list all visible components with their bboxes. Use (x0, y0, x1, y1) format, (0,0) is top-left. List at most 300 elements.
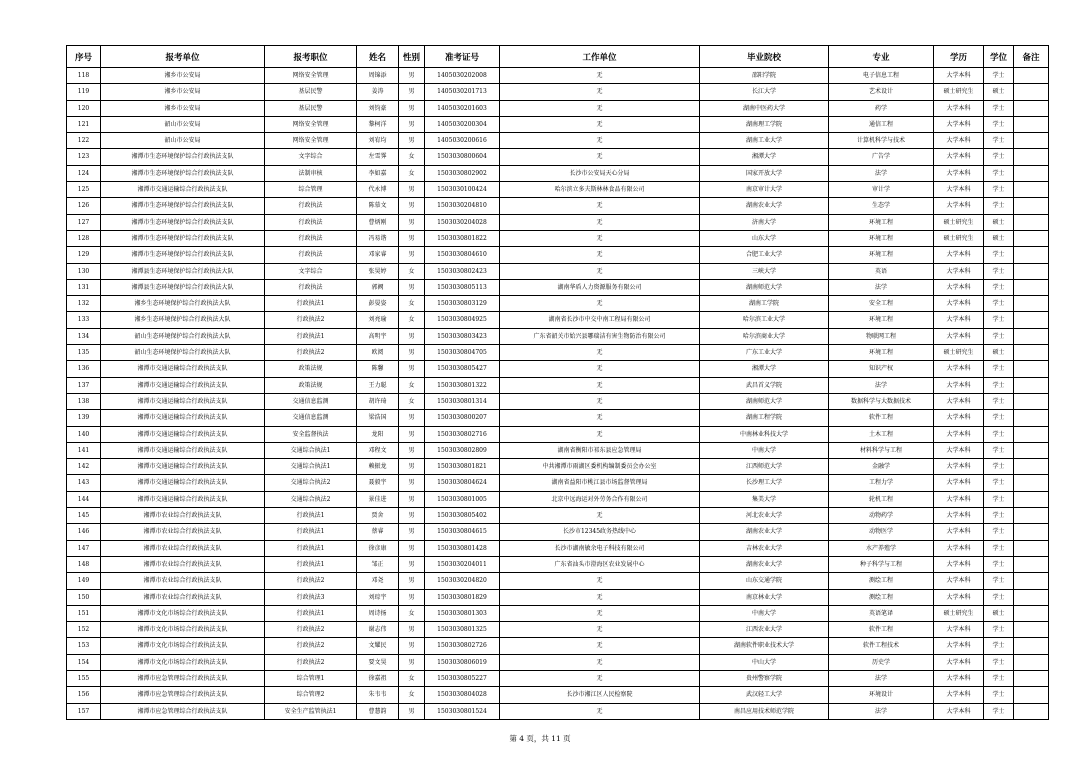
major-cell: 物联网工程 (829, 328, 934, 344)
education-cell: 大学本科 (934, 442, 984, 458)
position-cell: 行政执法1 (265, 524, 357, 540)
ticket-cell: 1503030802423 (425, 263, 500, 279)
degree-cell: 硕士 (984, 214, 1014, 230)
table-row (67, 182, 1049, 198)
school-cell: 邵阳学院 (700, 68, 829, 84)
position-cell: 行政执法 (265, 279, 357, 295)
unit-cell: 湘潭市文化市场综合行政执法支队 (101, 605, 265, 621)
ticket-cell: 1503030802716 (425, 426, 500, 442)
seq-cell: 135 (67, 345, 101, 361)
education-cell: 大学本科 (934, 68, 984, 84)
degree-cell: 学士 (984, 263, 1014, 279)
employer-cell: 无 (500, 230, 700, 246)
gender-cell: 男 (399, 442, 425, 458)
employer-cell: 湖南省衡阳市祁东县应急管理局 (500, 442, 700, 458)
remarks-cell (1014, 279, 1049, 295)
school-cell: 江西农业大学 (700, 622, 829, 638)
table-row (67, 165, 1049, 181)
name-cell: 曹炳刚 (357, 214, 399, 230)
position-cell: 行政执法 (265, 230, 357, 246)
seq-cell: 121 (67, 116, 101, 132)
major-cell: 法学 (829, 377, 934, 393)
gender-cell: 男 (399, 589, 425, 605)
school-cell: 湖南工业大学 (700, 133, 829, 149)
remarks-cell (1014, 589, 1049, 605)
remarks-cell (1014, 182, 1049, 198)
name-cell: 邓家睿 (357, 247, 399, 263)
position-cell: 网络安全管理 (265, 133, 357, 149)
major-cell: 法学 (829, 279, 934, 295)
education-cell: 大学本科 (934, 296, 984, 312)
position-cell: 基层民警 (265, 100, 357, 116)
table-row (67, 670, 1049, 686)
employer-cell: 湖南省长沙市中交中南工程局有限公司 (500, 312, 700, 328)
remarks-cell (1014, 296, 1049, 312)
degree-cell: 学士 (984, 133, 1014, 149)
employer-cell: 湖南华盾人力资源服务有限公司 (500, 279, 700, 295)
remarks-cell (1014, 556, 1049, 572)
education-cell: 大学本科 (934, 361, 984, 377)
position-cell: 交通信息监测 (265, 393, 357, 409)
employer-cell: 无 (500, 605, 700, 621)
education-cell: 大学本科 (934, 279, 984, 295)
employer-cell: 无 (500, 638, 700, 654)
degree-cell: 学士 (984, 459, 1014, 475)
major-cell: 英语 (829, 263, 934, 279)
school-cell: 长江大学 (700, 84, 829, 100)
seq-cell: 140 (67, 426, 101, 442)
gender-cell: 男 (399, 68, 425, 84)
table-row (67, 377, 1049, 393)
position-cell: 行政执法 (265, 247, 357, 263)
major-cell: 软件工程 (829, 622, 934, 638)
seq-cell: 155 (67, 670, 101, 686)
remarks-cell (1014, 638, 1049, 654)
name-cell: 王力聪 (357, 377, 399, 393)
name-cell: 蔡睿 (357, 524, 399, 540)
name-cell: 张昊婷 (357, 263, 399, 279)
unit-cell: 湘潭市生态环境保护综合行政执法支队 (101, 247, 265, 263)
ticket-cell: 1405030200304 (425, 116, 500, 132)
table-body (67, 68, 1049, 720)
education-cell: 大学本科 (934, 589, 984, 605)
unit-cell: 韶山生态环境保护综合行政执法大队 (101, 345, 265, 361)
ticket-cell: 1503030801829 (425, 589, 500, 605)
position-cell: 安全监督执法 (265, 426, 357, 442)
education-cell: 大学本科 (934, 703, 984, 719)
unit-cell: 湘潭市交通运输综合行政执法支队 (101, 459, 265, 475)
position-cell: 交通综合执法1 (265, 442, 357, 458)
gender-cell: 男 (399, 556, 425, 572)
gender-cell: 男 (399, 116, 425, 132)
remarks-cell (1014, 393, 1049, 409)
position-cell: 综合管理 (265, 182, 357, 198)
ticket-cell: 1503030804624 (425, 475, 500, 491)
position-cell: 行政执法2 (265, 654, 357, 670)
unit-cell: 湘潭县生态环境保护综合行政执法大队 (101, 279, 265, 295)
seq-cell: 144 (67, 491, 101, 507)
school-cell: 湖南农业大学 (700, 524, 829, 540)
name-cell: 郭阙 (357, 279, 399, 295)
seq-cell: 129 (67, 247, 101, 263)
seq-cell: 151 (67, 605, 101, 621)
position-cell: 行政执法1 (265, 556, 357, 572)
ticket-cell: 1503030803129 (425, 296, 500, 312)
remarks-cell (1014, 345, 1049, 361)
employer-cell: 无 (500, 670, 700, 686)
table-row (67, 84, 1049, 100)
name-cell: 谢志伟 (357, 622, 399, 638)
employer-cell: 无 (500, 393, 700, 409)
employer-cell: 无 (500, 214, 700, 230)
employer-cell: 无 (500, 296, 700, 312)
school-cell: 湘潭大学 (700, 149, 829, 165)
gender-cell: 男 (399, 133, 425, 149)
school-cell: 合肥工业大学 (700, 247, 829, 263)
employer-cell: 无 (500, 247, 700, 263)
school-cell: 山东交通学院 (700, 573, 829, 589)
major-cell: 环境工程 (829, 312, 934, 328)
school-cell: 湖南师范大学 (700, 279, 829, 295)
major-cell: 环境工程 (829, 214, 934, 230)
education-cell: 硕士研究生 (934, 230, 984, 246)
unit-cell: 湘潭市交通运输综合行政执法支队 (101, 475, 265, 491)
education-cell: 大学本科 (934, 670, 984, 686)
name-header: 姓名 (357, 46, 399, 68)
unit-cell: 湘乡生态环境保护综合行政执法大队 (101, 296, 265, 312)
employer-cell: 广东省汕头市澄海区农业发展中心 (500, 556, 700, 572)
seq-cell: 139 (67, 410, 101, 426)
employer-cell: 中共湘潭市雨湖区委机构编制委员会办公室 (500, 459, 700, 475)
table-row (67, 198, 1049, 214)
unit-cell: 湘乡市公安局 (101, 84, 265, 100)
major-cell: 金融学 (829, 459, 934, 475)
degree-cell: 学士 (984, 312, 1014, 328)
education-cell: 大学本科 (934, 247, 984, 263)
employer-cell: 无 (500, 589, 700, 605)
name-cell: 周诗扬 (357, 605, 399, 621)
ticket-cell: 1503030801821 (425, 459, 500, 475)
gender-cell: 男 (399, 622, 425, 638)
degree-cell: 学士 (984, 279, 1014, 295)
education-cell: 硕士研究生 (934, 605, 984, 621)
name-cell: 周锦添 (357, 68, 399, 84)
school-cell: 中山大学 (700, 654, 829, 670)
education-cell: 大学本科 (934, 687, 984, 703)
degree-cell: 学士 (984, 540, 1014, 556)
school-cell: 集美大学 (700, 491, 829, 507)
gender-cell: 男 (399, 247, 425, 263)
major-cell: 动物医学 (829, 524, 934, 540)
ticket-cell: 1503030204810 (425, 198, 500, 214)
table-row (67, 116, 1049, 132)
unit-cell: 湘潭市农业综合行政执法支队 (101, 508, 265, 524)
position-cell: 网络安全管理 (265, 116, 357, 132)
seq-cell: 146 (67, 524, 101, 540)
degree-cell: 学士 (984, 703, 1014, 719)
ticket-cell: 1503030801322 (425, 377, 500, 393)
degree-cell: 学士 (984, 589, 1014, 605)
education-cell: 大学本科 (934, 312, 984, 328)
gender-cell: 女 (399, 393, 425, 409)
seq-cell: 136 (67, 361, 101, 377)
table-row (67, 687, 1049, 703)
gender-cell: 女 (399, 687, 425, 703)
education-cell: 大学本科 (934, 459, 984, 475)
major-cell: 材料科学与工程 (829, 442, 934, 458)
gender-cell: 男 (399, 638, 425, 654)
education-cell: 大学本科 (934, 263, 984, 279)
employer-cell: 无 (500, 198, 700, 214)
degree-cell: 学士 (984, 410, 1014, 426)
remarks-cell (1014, 312, 1049, 328)
unit-cell: 韶山市公安局 (101, 116, 265, 132)
table-row (67, 638, 1049, 654)
education-cell: 大学本科 (934, 524, 984, 540)
seq-cell: 156 (67, 687, 101, 703)
seq-cell: 134 (67, 328, 101, 344)
major-header: 专业 (829, 46, 934, 68)
school-cell: 国家开放大学 (700, 165, 829, 181)
degree-cell: 学士 (984, 328, 1014, 344)
position-cell: 文字综合 (265, 149, 357, 165)
education-cell: 大学本科 (934, 475, 984, 491)
major-cell: 英语笔译 (829, 605, 934, 621)
gender-cell: 女 (399, 670, 425, 686)
table-row (67, 508, 1049, 524)
school-cell: 长沙理工大学 (700, 475, 829, 491)
unit-cell: 湘潭市交通运输综合行政执法支队 (101, 182, 265, 198)
school-cell: 山东大学 (700, 230, 829, 246)
ticket-cell: 1405030201713 (425, 84, 500, 100)
unit-cell: 湘潭市交通运输综合行政执法支队 (101, 426, 265, 442)
position-cell: 行政执法 (265, 214, 357, 230)
major-cell: 种子科学与工程 (829, 556, 934, 572)
ticket-cell: 1503030801314 (425, 393, 500, 409)
major-cell: 药学 (829, 100, 934, 116)
table-row (67, 589, 1049, 605)
major-cell: 法学 (829, 165, 934, 181)
remarks-cell (1014, 654, 1049, 670)
ticket-cell: 1405030202008 (425, 68, 500, 84)
position-cell: 法制审核 (265, 165, 357, 181)
school-cell: 湖南农业大学 (700, 198, 829, 214)
major-cell: 通信工程 (829, 116, 934, 132)
remarks-cell (1014, 508, 1049, 524)
education-cell: 大学本科 (934, 198, 984, 214)
school-cell: 哈尔滨商业大学 (700, 328, 829, 344)
table-row (67, 410, 1049, 426)
ticket-cell: 1503030801005 (425, 491, 500, 507)
ticket-cell: 1503030801325 (425, 622, 500, 638)
name-cell: 曹慧韵 (357, 703, 399, 719)
major-cell: 土木工程 (829, 426, 934, 442)
seq-cell: 133 (67, 312, 101, 328)
name-cell: 陈馨 (357, 361, 399, 377)
degree-cell: 学士 (984, 475, 1014, 491)
major-cell: 法学 (829, 670, 934, 686)
major-cell: 审计学 (829, 182, 934, 198)
remarks-cell (1014, 116, 1049, 132)
employer-cell: 长沙市湘江区人民检察院 (500, 687, 700, 703)
gender-cell: 男 (399, 214, 425, 230)
employer-cell: 无 (500, 84, 700, 100)
remarks-header: 备注 (1014, 46, 1049, 68)
gender-cell: 男 (399, 198, 425, 214)
gender-cell: 男 (399, 328, 425, 344)
name-cell: 欧阅 (357, 345, 399, 361)
table-row (67, 703, 1049, 719)
name-cell: 赖振龙 (357, 459, 399, 475)
employer-cell: 无 (500, 68, 700, 84)
table-row (67, 279, 1049, 295)
name-cell: 邹正 (357, 556, 399, 572)
gender-cell: 男 (399, 703, 425, 719)
position-cell: 政策法规 (265, 377, 357, 393)
degree-cell: 学士 (984, 68, 1014, 84)
ticket-cell: 1503030800207 (425, 410, 500, 426)
name-cell: 高明宇 (357, 328, 399, 344)
education-cell: 大学本科 (934, 133, 984, 149)
employer-cell: 无 (500, 100, 700, 116)
seq-cell: 125 (67, 182, 101, 198)
name-cell: 黎柯洋 (357, 116, 399, 132)
position-cell: 行政执法2 (265, 638, 357, 654)
employer-cell: 无 (500, 426, 700, 442)
remarks-cell (1014, 524, 1049, 540)
ticket-cell: 1503030801303 (425, 605, 500, 621)
remarks-cell (1014, 442, 1049, 458)
table-row (67, 312, 1049, 328)
remarks-cell (1014, 247, 1049, 263)
education-cell: 大学本科 (934, 377, 984, 393)
school-cell: 武汉轻工大学 (700, 687, 829, 703)
degree-cell: 学士 (984, 247, 1014, 263)
school-cell: 江西师范大学 (700, 459, 829, 475)
ticket-cell: 1503030204820 (425, 573, 500, 589)
table-row (67, 100, 1049, 116)
name-cell: 景佳进 (357, 491, 399, 507)
unit-cell: 湘潭市生态环境保护综合行政执法支队 (101, 149, 265, 165)
school-cell: 南京审计大学 (700, 182, 829, 198)
major-cell: 环境工程 (829, 345, 934, 361)
major-cell: 知识产权 (829, 361, 934, 377)
degree-cell: 学士 (984, 100, 1014, 116)
employer-cell: 无 (500, 263, 700, 279)
seq-cell: 118 (67, 68, 101, 84)
education-cell: 大学本科 (934, 328, 984, 344)
seq-cell: 124 (67, 165, 101, 181)
name-cell: 冯易谐 (357, 230, 399, 246)
gender-cell: 男 (399, 279, 425, 295)
table-row (67, 393, 1049, 409)
position-cell: 综合管理2 (265, 687, 357, 703)
position-cell: 文字综合 (265, 263, 357, 279)
unit-cell: 湘潭市生态环境保护综合行政执法支队 (101, 198, 265, 214)
name-cell: 陈慕文 (357, 198, 399, 214)
name-cell: 李如嘉 (357, 165, 399, 181)
seq-cell: 128 (67, 230, 101, 246)
name-cell: 姜涛 (357, 84, 399, 100)
degree-cell: 学士 (984, 165, 1014, 181)
remarks-cell (1014, 361, 1049, 377)
employer-cell: 广东省韶关市始兴县哪瑞洁有害生物防治有限公司 (500, 328, 700, 344)
table-row (67, 556, 1049, 572)
table-row (67, 605, 1049, 621)
ticket-cell: 1503030801524 (425, 703, 500, 719)
name-cell: 刘亮瑜 (357, 312, 399, 328)
gender-cell: 男 (399, 573, 425, 589)
unit-cell: 湘潭市农业综合行政执法支队 (101, 573, 265, 589)
table-row (67, 247, 1049, 263)
remarks-cell (1014, 263, 1049, 279)
ticket-cell: 1503030802726 (425, 638, 500, 654)
gender-cell: 女 (399, 165, 425, 181)
remarks-cell (1014, 540, 1049, 556)
school-cell: 河北农业大学 (700, 508, 829, 524)
seq-cell: 145 (67, 508, 101, 524)
employer-header: 工作单位 (500, 46, 700, 68)
gender-cell: 男 (399, 182, 425, 198)
table-row (67, 540, 1049, 556)
major-cell: 安全工程 (829, 296, 934, 312)
ticket-cell: 1503030803423 (425, 328, 500, 344)
education-cell: 大学本科 (934, 540, 984, 556)
education-cell: 硕士研究生 (934, 345, 984, 361)
major-cell: 软件工程技术 (829, 638, 934, 654)
employer-cell: 长沙市12345政务热线中心 (500, 524, 700, 540)
employer-cell: 无 (500, 573, 700, 589)
seq-cell: 153 (67, 638, 101, 654)
school-cell: 中南林业科技大学 (700, 426, 829, 442)
remarks-cell (1014, 149, 1049, 165)
seq-cell: 152 (67, 622, 101, 638)
employer-cell: 湖南省益阳市桃江县市场监督管理局 (500, 475, 700, 491)
employer-cell: 无 (500, 377, 700, 393)
table-row (67, 475, 1049, 491)
education-cell: 大学本科 (934, 622, 984, 638)
remarks-cell (1014, 475, 1049, 491)
employer-cell: 无 (500, 622, 700, 638)
unit-cell: 湘潭市交通运输综合行政执法支队 (101, 393, 265, 409)
major-cell: 水产养殖学 (829, 540, 934, 556)
unit-cell: 湘潭市应急管理综合行政执法支队 (101, 703, 265, 719)
education-cell: 大学本科 (934, 638, 984, 654)
unit-cell: 湘潭市生态环境保护综合行政执法支队 (101, 230, 265, 246)
page-number: 第 4 页，共 11 页 (509, 734, 571, 743)
remarks-cell (1014, 328, 1049, 344)
name-cell: 梁浩国 (357, 410, 399, 426)
remarks-cell (1014, 214, 1049, 230)
remarks-cell (1014, 410, 1049, 426)
table-row (67, 622, 1049, 638)
ticket-cell: 1503030804705 (425, 345, 500, 361)
employer-cell: 长沙市湖南敏余电子科技有限公司 (500, 540, 700, 556)
remarks-cell (1014, 426, 1049, 442)
education-cell: 硕士研究生 (934, 214, 984, 230)
ticket-cell: 1503030801428 (425, 540, 500, 556)
unit-cell: 湘潭市农业综合行政执法支队 (101, 589, 265, 605)
position-cell: 行政执法2 (265, 573, 357, 589)
ticket-cell: 1503030804610 (425, 247, 500, 263)
position-cell: 行政执法1 (265, 540, 357, 556)
name-cell: 龙阳 (357, 426, 399, 442)
degree-header: 学位 (984, 46, 1014, 68)
table-row (67, 491, 1049, 507)
employer-cell: 无 (500, 508, 700, 524)
major-cell: 历史学 (829, 654, 934, 670)
table-row (67, 68, 1049, 84)
